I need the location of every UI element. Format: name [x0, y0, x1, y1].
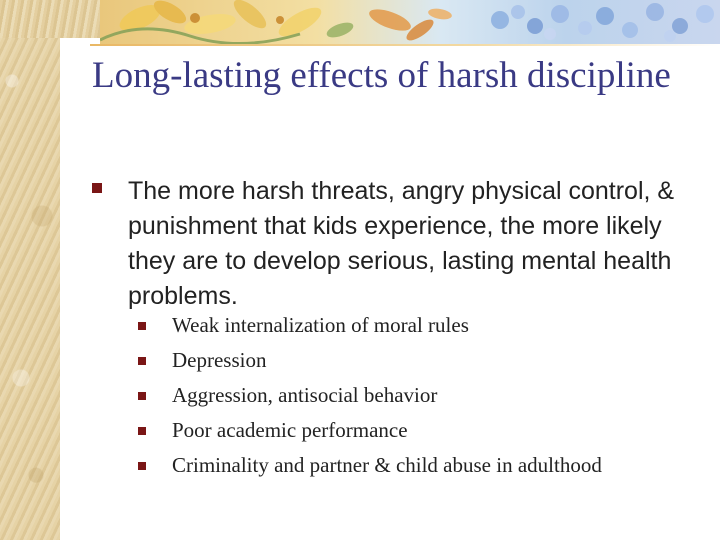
main-bullet-text: The more harsh threats, angry physical control, & punishment that kids experience, the more likely they are to develop serious, lasting mental health problems.	[128, 177, 675, 310]
bullet-square-icon	[138, 357, 146, 365]
floral-banner-image	[100, 0, 720, 60]
list-item	[138, 417, 698, 452]
sub-bullet-text: Aggression, antisocial behavior	[172, 383, 438, 407]
slide-title: Long-lasting effects of harsh discipline	[92, 55, 671, 96]
sub-bullet-text: Criminality and partner & child abuse in adulthood	[172, 453, 602, 477]
list-item	[138, 452, 698, 487]
list-item	[138, 312, 698, 347]
sub-bullet-list	[138, 312, 698, 487]
sub-bullet-text: Weak internalization of moral rules	[172, 313, 469, 337]
list-item	[138, 347, 698, 382]
parchment-corner	[0, 0, 110, 38]
bullet-square-icon	[138, 462, 146, 470]
bullet-square-icon	[138, 392, 146, 400]
bullet-square-icon	[138, 427, 146, 435]
sub-bullet-text: Poor academic performance	[172, 418, 408, 442]
sub-bullet-text: Depression	[172, 348, 267, 372]
title-divider	[90, 44, 720, 46]
bullet-square-icon	[92, 183, 102, 193]
bullet-square-icon	[138, 322, 146, 330]
list-item	[138, 382, 698, 417]
parchment-border	[0, 0, 60, 540]
